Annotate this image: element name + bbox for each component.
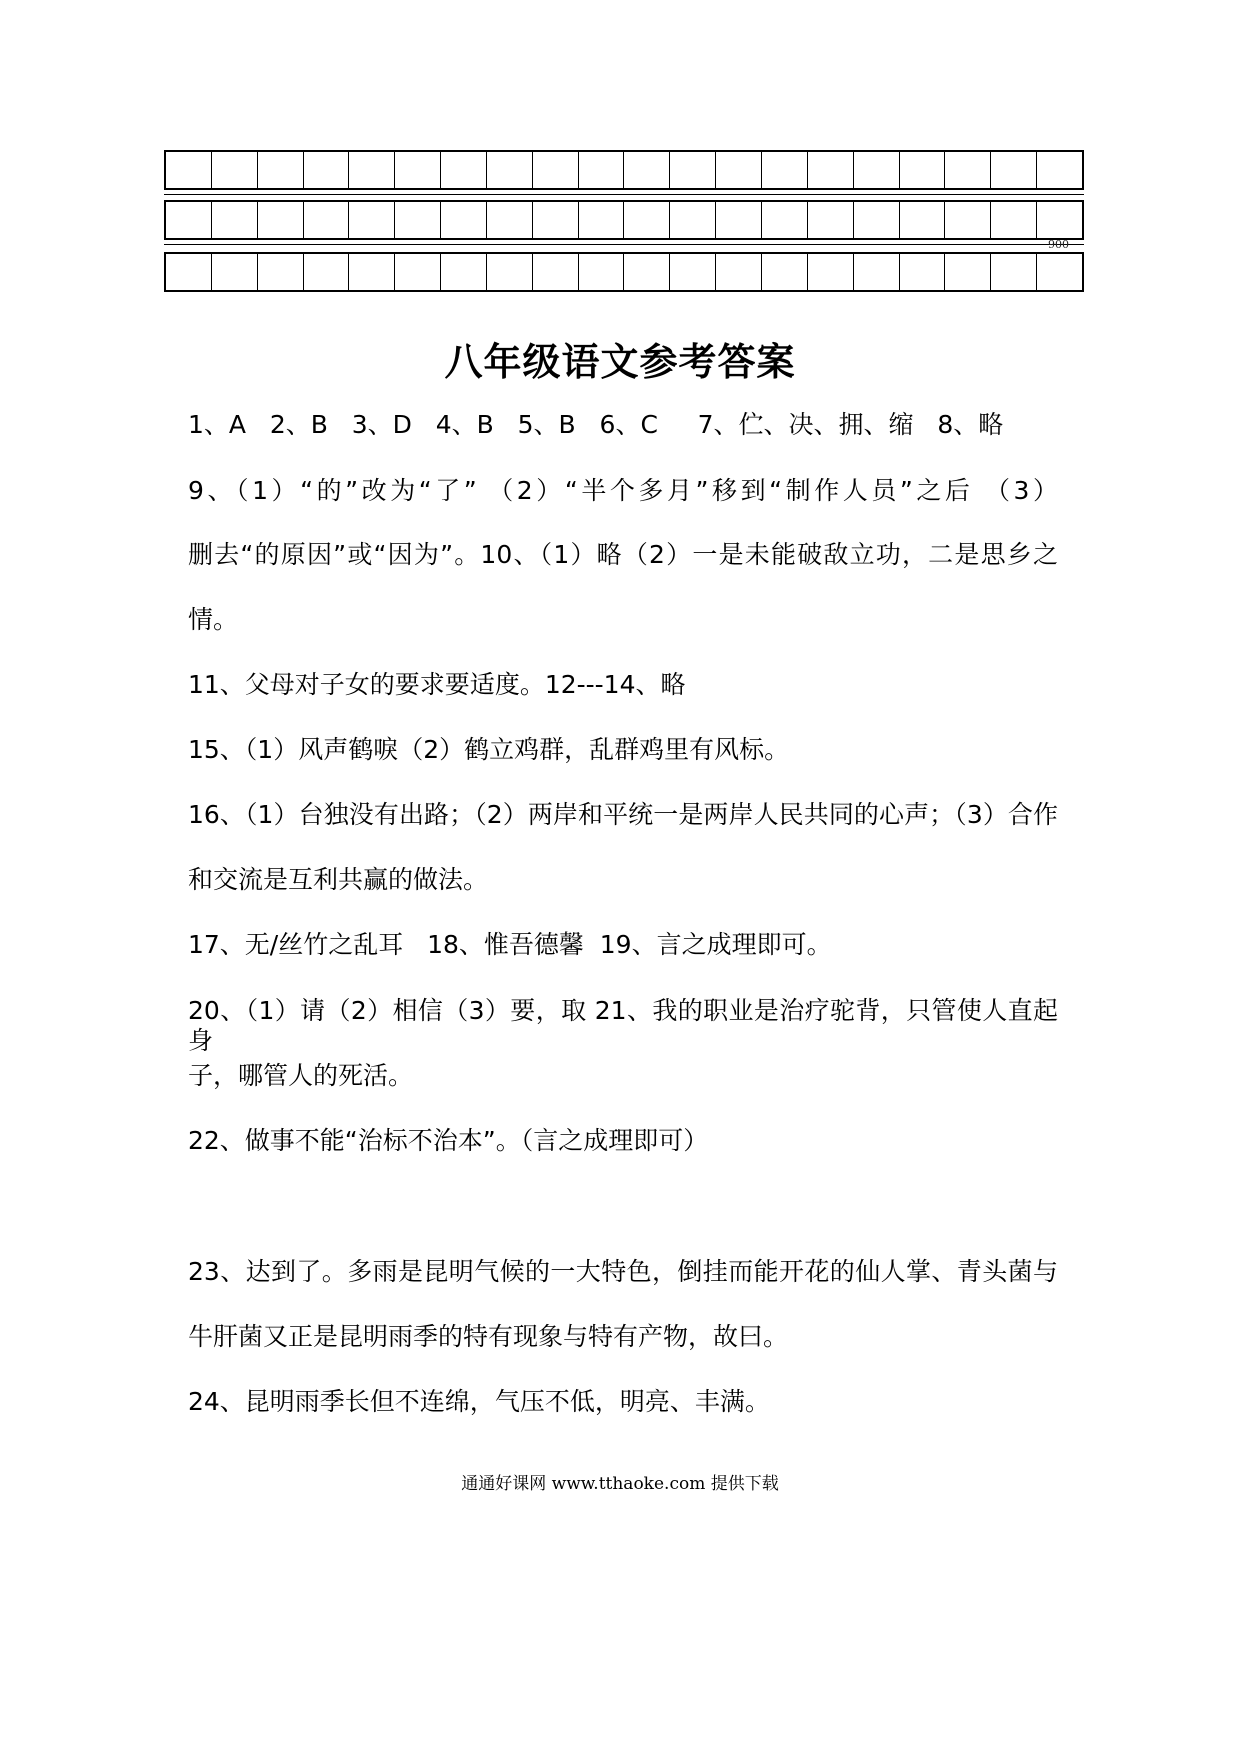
grid-cell xyxy=(487,152,533,188)
grid-cell xyxy=(1037,202,1082,238)
answer-line: 子，哪管人的死活。 xyxy=(188,1061,414,1090)
grid-cell xyxy=(441,254,487,290)
grid-cell xyxy=(716,152,762,188)
grid-cell xyxy=(395,202,441,238)
grid-cell xyxy=(670,254,716,290)
answer-line: 20、（1）请（2）相信（3）要，取 21、我的职业是治疗驼背，只管使人直起身 xyxy=(188,996,1058,1055)
answer-line: 11、父母对子女的要求要适度。12---14、略 xyxy=(188,670,686,699)
grid-cell xyxy=(991,202,1037,238)
word-count-label: 900 xyxy=(1048,238,1069,251)
grid-cell xyxy=(487,254,533,290)
grid-cell xyxy=(854,202,900,238)
grid-cell xyxy=(487,202,533,238)
answer-line: 16、（1）台独没有出路；（2）两岸和平统一是两岸人民共同的心声；（3）合作 xyxy=(188,800,1058,829)
grid-cell xyxy=(349,152,395,188)
answer-line: 情。 xyxy=(188,605,239,634)
grid-cell xyxy=(808,152,854,188)
answer-line: 9、（1）“的”改为“了” （2）“半个多月”移到“制作人员”之后 （3） xyxy=(188,476,1058,505)
grid-cell xyxy=(945,254,991,290)
grid-cell xyxy=(670,202,716,238)
grid-cell xyxy=(808,254,854,290)
grid-cell xyxy=(991,254,1037,290)
grid-row-2 xyxy=(164,200,1084,240)
grid-cell xyxy=(624,202,670,238)
answer-line: 22、做事不能“治标不治本”。（言之成理即可） xyxy=(188,1126,709,1155)
answer-line: 和交流是互利共赢的做法。 xyxy=(188,865,489,894)
answer-line: 17、无/丝竹之乱耳 18、惟吾德馨 19、言之成理即可。 xyxy=(188,930,832,959)
grid-cell xyxy=(900,152,946,188)
grid-cell xyxy=(624,254,670,290)
grid-cell xyxy=(945,202,991,238)
grid-cell xyxy=(579,254,625,290)
grid-cell xyxy=(349,202,395,238)
grid-cell xyxy=(533,202,579,238)
grid-cell xyxy=(212,254,258,290)
grid-cell xyxy=(212,202,258,238)
grid-cell xyxy=(624,152,670,188)
grid-cell xyxy=(395,254,441,290)
grid-cell xyxy=(1037,254,1082,290)
page-title: 八年级语文参考答案 xyxy=(444,339,796,384)
grid-cell xyxy=(670,152,716,188)
grid-cell xyxy=(304,202,350,238)
grid-cell xyxy=(854,254,900,290)
grid-cell xyxy=(533,254,579,290)
grid-cell xyxy=(258,202,304,238)
grid-row-1 xyxy=(164,150,1084,190)
grid-cell xyxy=(349,254,395,290)
grid-cell xyxy=(533,152,579,188)
grid-gap-line xyxy=(164,194,1084,195)
grid-cell xyxy=(716,202,762,238)
grid-cell xyxy=(762,254,808,290)
grid-cell xyxy=(762,202,808,238)
grid-cell xyxy=(166,152,212,188)
grid-cell xyxy=(258,152,304,188)
grid-cell xyxy=(395,152,441,188)
grid-row-3 xyxy=(164,252,1084,292)
grid-cell xyxy=(441,152,487,188)
grid-cell xyxy=(854,152,900,188)
grid-cell xyxy=(258,254,304,290)
grid-cell xyxy=(441,202,487,238)
answer-line: 24、昆明雨季长但不连绵，气压不低，明亮、丰满。 xyxy=(188,1387,770,1416)
grid-cell xyxy=(579,152,625,188)
answer-line: 15、（1）风声鹤唳（2）鹤立鸡群，乱群鸡里有风标。 xyxy=(188,735,790,764)
grid-cell xyxy=(579,202,625,238)
answer-line: 23、达到了。多雨是昆明气候的一大特色，倒挂而能开花的仙人掌、青头菌与 xyxy=(188,1257,1058,1286)
grid-cell xyxy=(716,254,762,290)
grid-cell xyxy=(304,254,350,290)
grid-gap-line xyxy=(164,244,1084,245)
grid-cell xyxy=(945,152,991,188)
grid-cell xyxy=(991,152,1037,188)
grid-cell xyxy=(166,254,212,290)
grid-cell xyxy=(304,152,350,188)
grid-cell xyxy=(212,152,258,188)
grid-cell xyxy=(808,202,854,238)
page-footer: 通通好课网 www.tthaoke.com 提供下载 xyxy=(461,1474,779,1494)
answer-line: 牛肝菌又正是昆明雨季的特有现象与特有产物，故曰。 xyxy=(188,1322,789,1351)
grid-cell xyxy=(900,254,946,290)
grid-cell xyxy=(762,152,808,188)
grid-cell xyxy=(900,202,946,238)
grid-cell xyxy=(1037,152,1082,188)
answer-line: 删去“的原因”或“因为”。10、（1）略（2）一是未能破敌立功，二是思乡之 xyxy=(188,540,1058,569)
answer-line: 1、A 2、B 3、D 4、B 5、B 6、C 7、伫、决、拥、缩 8、略 xyxy=(188,410,1004,439)
grid-cell xyxy=(166,202,212,238)
